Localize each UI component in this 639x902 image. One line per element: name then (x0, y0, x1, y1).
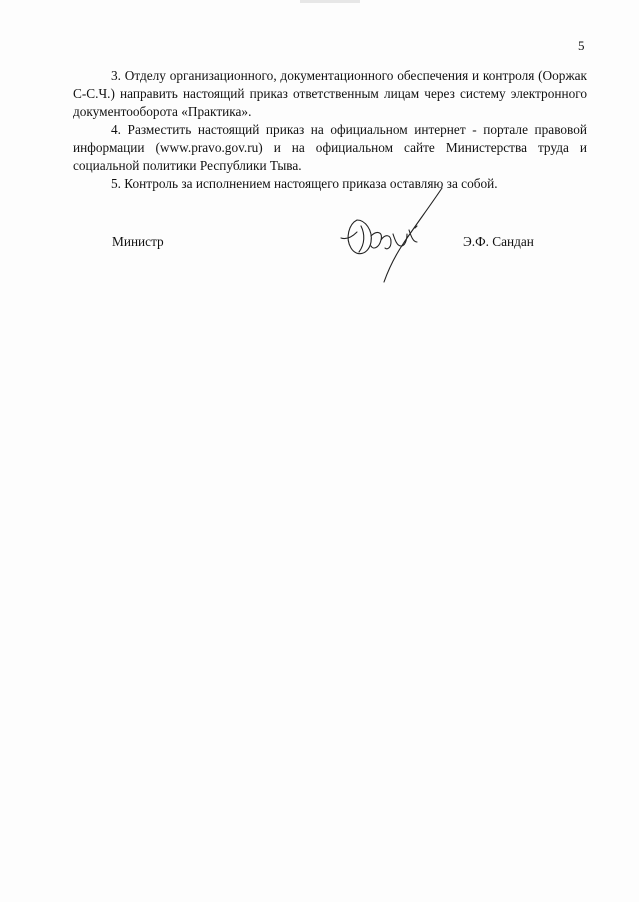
paragraph-4: 4. Разместить настоящий приказ на официальном интернет - портале правовой информации (www.pravo.gov.ru) и на официальном сайте Министерства труда и социальной политики Республики Тыва. (73, 122, 587, 173)
signatory-title: Министр (112, 234, 164, 249)
page-number: 5 (578, 38, 585, 53)
handwritten-signature (335, 186, 445, 286)
paragraph-5: 5. Контроль за исполнением настоящего приказа оставляю за собой. (111, 176, 498, 191)
signatory-name: Э.Ф. Сандан (463, 234, 534, 249)
paragraph-3: 3. Отделу организационного, документационного обеспечения и контроля (Ооржак С-С.Ч.) направить настоящий приказ ответственным лицам через систему электронного документооборота «Практика». (73, 68, 587, 119)
